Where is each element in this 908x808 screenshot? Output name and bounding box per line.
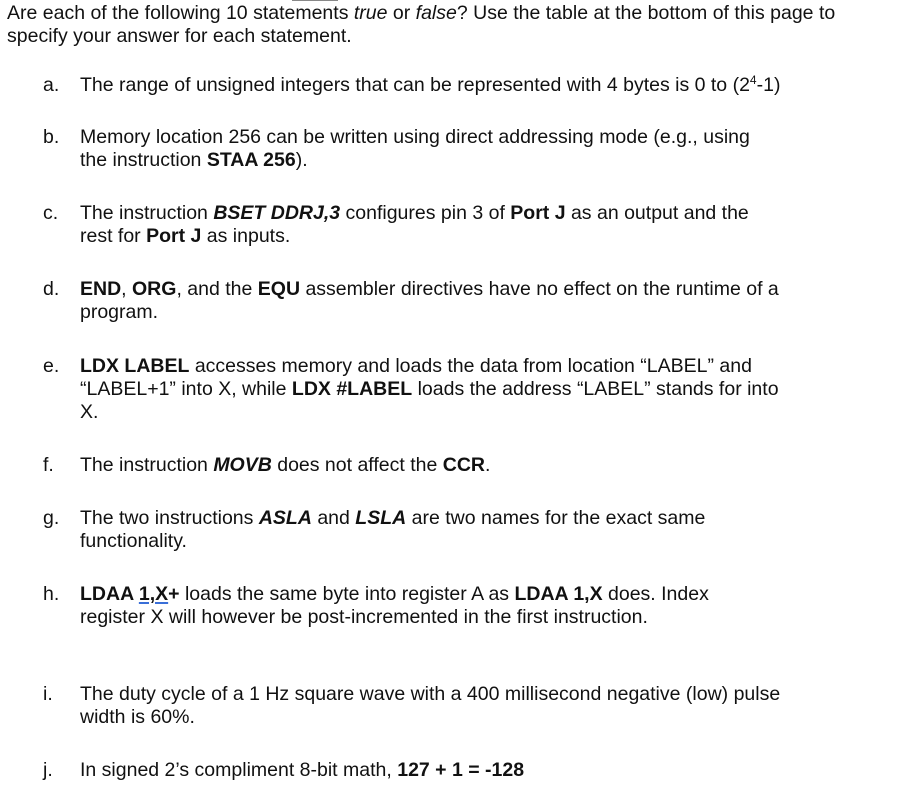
instruction-code: MOVB: [213, 454, 272, 476]
statement-text-part: as an output and the: [565, 202, 749, 224]
statement-letter: d.: [43, 278, 60, 300]
statement-text-part: the instruction: [80, 149, 207, 171]
statement-text-part: and: [311, 507, 356, 529]
statement-text-part: functionality.: [80, 530, 187, 552]
statement-text-part: does not affect the: [271, 454, 443, 476]
math-expression: 127 + 1 = -128: [397, 759, 525, 781]
statement-text-part: accesses memory and loads the data from location “LABEL” and: [189, 355, 752, 377]
statement-text-part: X.: [80, 401, 99, 423]
statement-text: [80, 759, 900, 782]
port-name: Port J: [510, 202, 566, 224]
statement-letter: h.: [43, 583, 60, 605]
statement-letter: c.: [43, 202, 59, 224]
statement-text-part: Memory location 256 can be written using direct addressing mode (e.g., using: [80, 126, 750, 148]
statement-letter: b.: [43, 126, 60, 148]
statement-text-part: does. Index: [602, 583, 709, 605]
statement-letter: a.: [43, 74, 60, 96]
statement-text-part: -1): [756, 74, 781, 96]
statement-text-part: register X will however be post-incremented in the first instruction.: [80, 606, 648, 628]
statement-text-part: The instruction: [80, 454, 214, 476]
port-name: Port J: [146, 225, 202, 247]
statement-text-part: program.: [80, 301, 159, 323]
instruction-code: LSLA: [355, 507, 407, 529]
statement-text: [80, 278, 900, 324]
instruction-code: +: [168, 583, 180, 605]
statement-text: [80, 202, 900, 248]
statement-text-part: The duty cycle of a 1 Hz square wave with a 400 millisecond negative (low) pulse: [80, 683, 781, 705]
statement-text-part: In signed 2’s compliment 8-bit math,: [80, 759, 398, 781]
instructions-line-1: [7, 2, 897, 25]
instructions-paragraph: [7, 2, 897, 48]
statement-text-part: .: [485, 454, 491, 476]
statement-text: [80, 74, 900, 97]
statement-text: [80, 454, 900, 477]
statement-text-part: rest for: [80, 225, 147, 247]
statement-text: [80, 507, 900, 553]
statement-text-part: ).: [295, 149, 308, 171]
true-word: true: [353, 2, 388, 24]
instructions-text: or: [387, 2, 416, 24]
instruction-code: LDAA 1,X: [514, 583, 603, 605]
statement-letter: f.: [43, 454, 54, 476]
instruction-code: STAA 256: [206, 149, 296, 171]
statement-text: [80, 355, 900, 424]
statement-text-part: The instruction: [80, 202, 214, 224]
statement-text-part: are two names for the exact same: [406, 507, 706, 529]
statement-text-part: assembler directives have no effect on the runtime of a: [300, 278, 779, 300]
statement-text-part: loads the same byte into register A as: [179, 583, 515, 605]
statement-text: [80, 683, 900, 729]
statement-letter: i.: [43, 683, 53, 705]
instruction-code: LDX LABEL: [80, 355, 190, 377]
exponent: 4: [749, 73, 757, 87]
statement-text: [80, 583, 900, 629]
statement-letter: g.: [43, 507, 60, 529]
directive-name: END: [80, 278, 122, 300]
statement-text: [80, 126, 900, 172]
statement-letter: e.: [43, 355, 60, 377]
instruction-code: LDX #LABEL: [291, 378, 413, 400]
statement-text-part: configures pin 3 of: [340, 202, 511, 224]
instruction-code: BSET DDRJ,3: [213, 202, 341, 224]
statement-text-part: width is 60%.: [80, 706, 195, 728]
statement-letter: j.: [43, 759, 53, 781]
statement-text-part: loads the address “LABEL” stands for into: [412, 378, 779, 400]
statement-text-part: , and the: [176, 278, 258, 300]
statement-text-part: as inputs.: [201, 225, 291, 247]
instructions-text: Are each of the following 10 statements: [7, 2, 354, 24]
instructions-text: ? Use the table at the bottom of this page to: [456, 2, 836, 24]
statement-text-part: The range of unsigned integers that can be represented with 4 bytes is 0 to (2: [80, 74, 750, 96]
instruction-code-marked: 1,X: [138, 583, 169, 605]
statement-text-part: The two instructions: [80, 507, 259, 529]
instruction-code: LDAA: [80, 583, 139, 605]
statement-text-part: ,: [121, 278, 133, 300]
instructions-line-2: specify your answer for each statement.: [7, 25, 352, 47]
statement-text-part: “LABEL+1” into X, while: [80, 378, 292, 400]
directive-name: EQU: [257, 278, 301, 300]
register-name: CCR: [442, 454, 485, 476]
instruction-code: ASLA: [258, 507, 312, 529]
directive-name: ORG: [132, 278, 177, 300]
false-word: false: [415, 2, 457, 24]
